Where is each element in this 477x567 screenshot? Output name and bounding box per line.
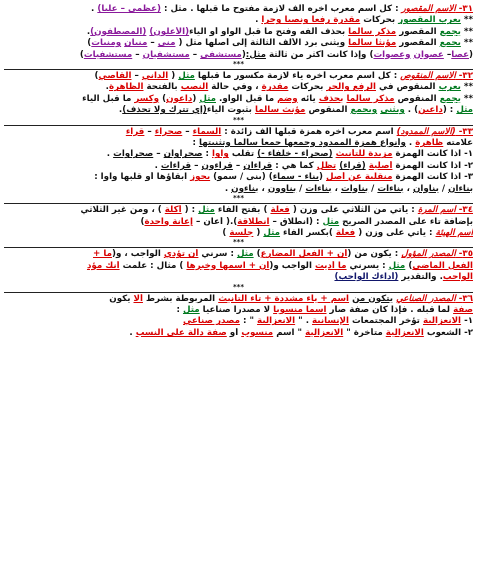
text-segment: – — [131, 71, 142, 82]
text-segment: : — [192, 138, 199, 149]
text-segment: يعرب — [438, 82, 461, 93]
text-segment: ظاهرة — [415, 138, 444, 149]
text-segment: . — [405, 138, 416, 149]
text-segment: – — [153, 149, 164, 160]
grammar-section — [4, 247, 473, 291]
text-segment: : (انطلاق – — [269, 216, 323, 227]
text-segment: ) — [253, 249, 261, 260]
text-segment: ٣٥- — [455, 249, 473, 260]
text-segment: الواجب ، و( — [111, 249, 164, 260]
text-segment: ما + — [93, 249, 112, 260]
text-segment: ) — [222, 227, 230, 238]
text-segment: قراءان — [243, 160, 273, 171]
text-segment: فعلة — [270, 205, 290, 216]
text-segment: ويثنى برد الألف الثالثة إلى أصلها مثل ( — [175, 38, 349, 49]
text-segment: ما قبل الياء — [82, 93, 135, 104]
text-segment: ومنيات — [91, 38, 122, 49]
text-line — [4, 205, 473, 216]
text-segment: المنقوص — [394, 93, 440, 104]
text-segment: تؤخر المجتمعات — [348, 316, 423, 327]
text-segment: مثل — [236, 249, 254, 260]
text-segment: ، — [258, 183, 268, 194]
text-segment: ( — [253, 227, 264, 238]
text-segment: بحذف ألفه وفتح ما قبل الواو أو الياء — [189, 26, 349, 37]
text-segment: السماء — [192, 126, 222, 137]
section-separator-stars: *** — [233, 115, 244, 124]
text-segment: اسما منسوبا — [273, 304, 327, 315]
text-segment: ٣- اذا كانت الهمزة — [392, 172, 473, 183]
text-segment: – — [132, 49, 143, 60]
text-segment: الرفع والجر — [326, 82, 376, 93]
text-line — [4, 328, 473, 339]
text-segment: المقصور — [396, 26, 440, 37]
grammar-section — [4, 125, 473, 203]
text-segment: . — [91, 4, 98, 14]
text-segment: بناوان — [412, 183, 439, 194]
text-segment: مزيدة للتأنيث — [335, 149, 393, 160]
text-segment: ) (بنى / سمو) — [210, 172, 273, 183]
text-segment: مؤنثا سالماً — [348, 38, 397, 49]
text-segment: وكسر — [134, 93, 160, 104]
text-segment: صفة — [453, 304, 473, 315]
text-line — [4, 272, 473, 283]
text-segment: الانعزالية — [257, 316, 296, 327]
text-segment: (إي تترك ولا تحذف) — [122, 105, 207, 116]
text-segment: : ( — [181, 205, 199, 216]
text-line — [4, 71, 473, 82]
text-segment: يجمع — [439, 26, 461, 37]
text-line — [4, 38, 473, 49]
text-line — [4, 138, 473, 149]
text-segment: مذكر سالماً — [346, 93, 395, 104]
grammar-section — [4, 292, 473, 341]
text-segment: مثل — [322, 216, 340, 227]
text-segment: واوا — [212, 149, 229, 160]
text-segment: ( — [241, 49, 246, 60]
text-segment: مثل — [388, 260, 406, 271]
text-segment: ٣٤- — [455, 205, 473, 216]
text-line — [4, 105, 473, 116]
text-segment: مستشفيات — [83, 49, 133, 60]
text-segment: ، وفي حالة — [208, 82, 262, 93]
text-segment: . — [106, 149, 114, 160]
text-segment: الواجب — [442, 272, 473, 283]
text-segment: لما قبله . فإذا كان صفة صار — [326, 304, 454, 315]
text-segment: ١- اذا كانت الهمزة — [392, 149, 473, 160]
text-segment: الداني — [141, 71, 169, 82]
text-segment: بناوات — [340, 183, 369, 194]
text-line — [4, 261, 473, 272]
text-segment: ) ، ومن غير الثلاثي — [80, 205, 165, 216]
text-segment: ١- — [461, 316, 473, 327]
text-segment: . — [86, 26, 91, 37]
text-segment: ) — [405, 260, 413, 271]
text-line — [4, 82, 473, 93]
text-segment: كما هي : — [272, 160, 317, 171]
text-segment: متأخرة " — [343, 327, 386, 338]
text-segment: لا مصدرا صناعيا — [199, 304, 274, 315]
text-segment: . والتقدير — [398, 272, 443, 283]
text-segment: ( — [469, 49, 473, 60]
text-segment: أو — [226, 327, 242, 338]
text-segment: منقلبة عن أصل — [325, 172, 393, 183]
text-segment: (عظمى – عليا) — [97, 4, 161, 14]
text-segment: اسم الهيئة — [435, 227, 473, 238]
text-segment: أصلية — [368, 160, 393, 171]
text-segment: ( — [192, 93, 200, 104]
grammar-section — [4, 69, 473, 125]
text-segment: أن + اسمها وخبرها — [186, 260, 270, 271]
text-segment: ٣١- — [455, 4, 473, 14]
text-segment: " اسم — [273, 327, 306, 338]
text-line — [4, 305, 473, 316]
text-segment: : ( — [442, 105, 457, 116]
text-segment: . — [118, 105, 123, 116]
text-segment: . — [255, 15, 262, 26]
grammar-section — [4, 203, 473, 247]
text-segment: يجوز — [190, 172, 211, 183]
text-segment: (الاسم الممدود) — [396, 126, 456, 137]
text-segment: يجمع — [439, 38, 461, 49]
text-segment: : — [202, 149, 213, 160]
text-segment: صحراوات — [113, 149, 154, 160]
text-segment: بناء - سماء — [272, 172, 319, 183]
text-segment: صحراوان — [163, 149, 203, 160]
text-line — [4, 161, 473, 172]
text-segment: منيان — [124, 38, 148, 49]
text-segment: . — [129, 327, 136, 338]
text-segment: ، — [331, 183, 341, 194]
text-segment: ٢- اذا كانت الهمزة — [392, 160, 473, 171]
text-segment: ويثنى — [380, 105, 405, 116]
text-segment: قراءون — [201, 160, 233, 171]
text-segment: أكلة — [164, 205, 182, 216]
section-separator-stars: *** — [233, 60, 244, 69]
text-segment: . — [105, 82, 109, 93]
text-segment: ما أديت — [314, 260, 347, 271]
text-segment: المربوطة بشرط — [142, 293, 219, 304]
text-segment: مقدرة رفعا ونصبا وجرا — [261, 15, 361, 26]
text-segment: المصدر الصناعي — [396, 293, 456, 304]
text-segment: تقلب — [228, 149, 258, 160]
text-segment: ) مثال : علمت — [119, 260, 187, 271]
text-segment: : يأتي على وزن ( — [355, 227, 436, 238]
text-segment: : كل اسم معرب آخره ياء لازمة مكسور ما قبلها — [194, 71, 401, 82]
text-segment: . " — [295, 316, 313, 327]
text-segment: المنقوص في — [376, 82, 439, 93]
text-segment: أن + الفعل المضارع — [260, 249, 348, 260]
text-segment: مستشفى — [200, 49, 242, 60]
text-segment: ما قبل الواو. — [216, 93, 278, 104]
text-segment: مثل — [198, 205, 215, 216]
text-line — [4, 127, 473, 138]
text-line — [4, 27, 473, 38]
text-segment: أنك مؤد — [86, 260, 120, 271]
text-segment: يجمع — [439, 93, 461, 104]
text-line — [4, 316, 473, 327]
text-segment: إعانة واحدة — [144, 216, 193, 227]
text-segment: داعون — [166, 93, 193, 104]
text-segment: بحركات — [288, 82, 327, 93]
text-line — [4, 94, 473, 105]
text-segment: ويجمع — [350, 105, 378, 116]
text-segment: ** — [460, 15, 473, 26]
text-segment: اسم المرة — [417, 205, 456, 216]
text-segment: مثل: — [245, 49, 266, 60]
text-segment: الانعزالية — [305, 327, 344, 338]
text-segment: " : — [239, 316, 258, 327]
text-segment: ، — [403, 183, 413, 194]
text-segment: ** — [460, 38, 473, 49]
text-segment: ) — [140, 216, 145, 227]
text-segment: الواجب و( — [269, 260, 315, 271]
text-segment: . — [154, 160, 161, 171]
text-segment: ٣٢- — [455, 71, 473, 82]
text-segment: ( — [318, 172, 326, 183]
text-segment: مقدرة — [261, 82, 289, 93]
text-segment: المقصور — [396, 38, 440, 49]
text-segment: مثل — [199, 93, 216, 104]
text-line — [4, 4, 473, 15]
text-segment: صحراء — [154, 126, 183, 137]
text-segment: ** — [460, 82, 473, 93]
text-segment: ٣٦- — [455, 293, 473, 304]
text-segment: علامته — [443, 138, 473, 149]
text-segment: انطلاقة — [237, 216, 270, 227]
text-segment: منسوب — [241, 327, 274, 338]
text-segment: الانعزالية — [422, 316, 462, 327]
text-segment: ) — [94, 71, 99, 82]
text-segment: القاصي — [98, 71, 132, 82]
text-segment: ).( أعان – — [192, 216, 238, 227]
text-segment: منى — [157, 38, 176, 49]
text-segment: )بكسر الفاء — [280, 227, 336, 238]
grammar-section — [4, 3, 473, 69]
text-segment: قراء — [125, 126, 145, 137]
text-line — [4, 172, 473, 183]
text-segment: المصدر المؤول — [401, 249, 456, 260]
text-segment: الاسم المنقوص — [400, 71, 456, 82]
text-segment: مثل — [456, 105, 473, 116]
text-segment: / — [368, 183, 378, 194]
text-segment: بالفتحة — [143, 82, 181, 93]
text-segment: ٢- الشعوب — [423, 327, 473, 338]
text-segment: مثل — [263, 227, 281, 238]
section-separator-stars: *** — [233, 282, 244, 291]
text-segment: داعين — [418, 105, 443, 116]
text-segment: الإنسانية — [312, 316, 349, 327]
text-segment: مثل — [178, 71, 195, 82]
text-segment: فعلة — [335, 227, 356, 238]
text-segment: : يأتي من الثلاثي على وزن ( — [289, 205, 418, 216]
text-segment: ) — [79, 49, 84, 60]
text-line — [4, 15, 473, 26]
text-segment: بناءان — [448, 183, 473, 194]
text-line — [4, 294, 473, 305]
text-segment: . — [224, 183, 232, 194]
text-segment: – — [182, 126, 193, 137]
text-segment: الانعزالية — [385, 327, 424, 338]
section-separator-stars: *** — [233, 194, 244, 203]
text-segment: بثبوت الياء — [206, 105, 255, 116]
text-segment: ) — [159, 93, 167, 104]
text-segment: – — [232, 160, 244, 171]
text-segment: بناءات — [377, 183, 404, 194]
text-segment: جلسة — [229, 227, 254, 238]
text-segment: تظل — [316, 160, 337, 171]
text-segment: مؤنث سالما — [254, 105, 306, 116]
text-segment: مذكر سالماً — [348, 26, 397, 37]
text-segment: : كل اسم معرب آخره ألف لازمة مفتوح ما قبلها . مثل : — [160, 4, 402, 14]
text-segment: ٣٣- — [455, 126, 473, 137]
text-line — [4, 249, 473, 260]
text-segment: مستشفيان — [142, 49, 190, 60]
text-segment: اسم معرب آخره همزة قبلها ألف زائدة : — [221, 126, 397, 137]
text-segment: صفة دالة على النسب — [135, 327, 227, 338]
text-segment: ) بفتح الفاء — [214, 205, 271, 216]
text-segment: ) — [87, 38, 92, 49]
text-segment: يعرب المقصور — [398, 15, 461, 26]
text-segment: يكون — [109, 293, 134, 304]
text-line — [4, 217, 473, 228]
text-segment: وضم — [277, 93, 298, 104]
text-segment: يتكون من — [352, 293, 394, 304]
text-segment: الاسم المقصور — [401, 4, 456, 14]
text-segment: – — [189, 49, 201, 60]
text-segment: ) . — [404, 105, 419, 116]
text-segment: الفعل الماضي — [412, 260, 473, 271]
text-segment: – — [144, 126, 155, 137]
text-segment: – — [147, 38, 158, 49]
section-separator-stars: *** — [233, 238, 244, 247]
text-segment: بحذف — [318, 93, 344, 104]
text-segment: : يكون من ( — [347, 249, 402, 260]
text-segment: بإضافة تاء على المصدر الصريح — [339, 216, 473, 227]
text-segment: (صحراء - خلفاء -) — [257, 149, 333, 160]
text-segment: بناءون — [231, 183, 259, 194]
text-segment: مثل — [182, 304, 200, 315]
text-segment: ** — [460, 26, 473, 37]
text-segment: بناءات — [305, 183, 332, 194]
text-segment: ** — [460, 93, 473, 104]
text-segment: / — [296, 183, 306, 194]
text-segment: : يسرني — [346, 260, 389, 271]
text-segment: ( — [168, 71, 179, 82]
text-segment: – — [443, 49, 452, 60]
text-segment: أن تؤدي — [163, 249, 199, 260]
text-segment: (المصطفون) — [90, 26, 147, 37]
text-segment: يائه — [297, 93, 319, 104]
text-segment: – — [191, 160, 202, 171]
text-segment: : — [176, 304, 183, 315]
text-segment: النصب — [180, 82, 209, 93]
text-segment: عصا — [451, 49, 470, 60]
text-segment: بناوون — [267, 183, 297, 194]
text-segment: ) وإذا كانت أكثر من ثالثة — [265, 49, 374, 60]
text-segment: اسم + ياء مشددة + تاء التأنيث — [218, 293, 350, 304]
text-segment: مصدر صناعي — [183, 316, 240, 327]
text-segment: المنقوص — [305, 105, 351, 116]
text-segment: (الأعلون) — [149, 26, 190, 37]
text-line — [4, 149, 473, 160]
text-segment: / — [438, 183, 449, 194]
text-segment: وعصوات — [373, 49, 411, 60]
text-segment: (قراء) — [339, 160, 366, 171]
text-segment: قراءات — [160, 160, 192, 171]
text-segment: (أداءك الواجب) — [334, 272, 399, 283]
text-segment: ألا — [133, 293, 143, 304]
text-segment: بحركات — [360, 15, 399, 26]
text-segment: : سرني — [198, 249, 237, 260]
text-segment: ابقاؤها أو قلبها واوا : — [94, 172, 191, 183]
text-segment: عصوان — [413, 49, 444, 60]
text-segment: وأنواع همزة الممدود وجمعها جمعا سالما وتثنيتها — [198, 138, 406, 149]
text-segment: الظاهرة — [108, 82, 144, 93]
